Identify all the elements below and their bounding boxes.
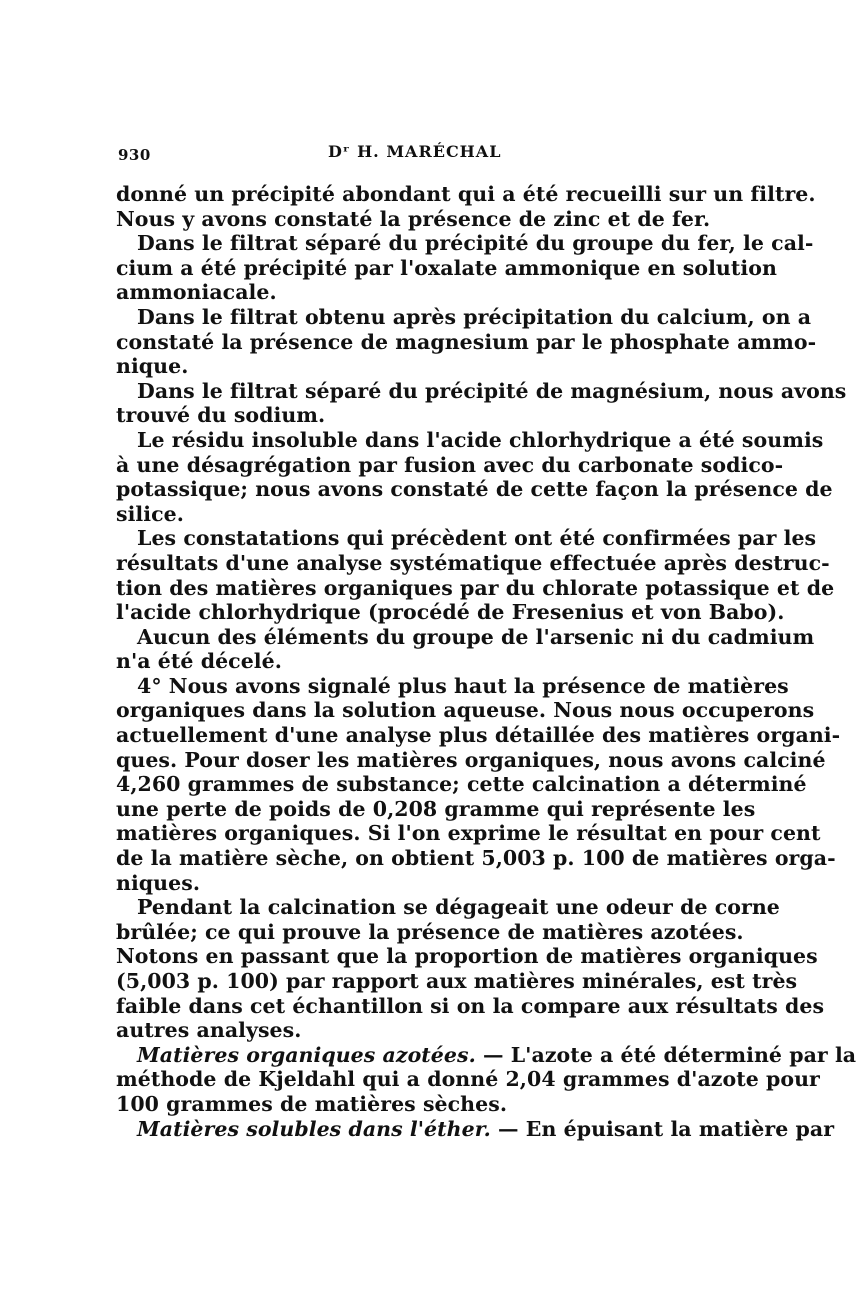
line-text: donné un précipité abondant qui a été recueilli sur un filtre. [116, 182, 816, 206]
text-line [116, 378, 847, 404]
line-text: ammoniacale. [116, 280, 277, 305]
line-text: constaté la présence de magnesium par le phosphate ammo- [116, 329, 817, 354]
line-text: — En épuisant la matière par [490, 1116, 835, 1141]
text-line [116, 1042, 856, 1068]
line-text: Dans le filtrat obtenu après précipitation du calcium, on a [137, 304, 812, 329]
text-line [116, 550, 830, 576]
line-text: silice. [116, 501, 184, 526]
line-text: trouvé du sodium. [116, 403, 326, 428]
line-text: nique. [116, 354, 189, 379]
text-line [116, 944, 818, 969]
line-text: 100 grammes de matières sèches. [116, 1091, 507, 1116]
text-line [116, 796, 756, 822]
body-text [116, 182, 856, 1141]
running-head: Dʳ H. MARÉCHAL [328, 142, 502, 161]
line-text: une perte de poids de 0,208 gramme qui représente les [116, 796, 756, 821]
text-line [116, 182, 816, 207]
text-line [116, 1067, 820, 1092]
text-line [116, 403, 694, 428]
line-text: Dans le filtrat séparé du précipité du groupe du fer, le cal- [137, 231, 814, 256]
line-text: ques. Pour doser les matières organiques, nous avons calciné [116, 747, 826, 772]
text-line [116, 206, 711, 232]
line-text: matières organiques. Si l'on exprime le résultat en pour cent [116, 821, 821, 846]
text-line [116, 919, 744, 945]
line-text: (5,003 p. 100) par rapport aux matières minérales, est très [116, 969, 798, 993]
line-text: potassique; nous avons constaté de cette façon la présence de [116, 477, 833, 502]
page-number: 930 [118, 146, 151, 164]
line-text: l'acide chlorhydrique (procédé de Fresenius et von Babo). [116, 600, 785, 625]
line-text: Aucun des éléments du groupe de l'arsenic ni du cadmium [137, 624, 815, 649]
line-text: de la matière sèche, on obtient 5,003 p. 100 de matières orga- [116, 846, 836, 871]
line-text: brûlée; ce qui prouve la présence de matières azotées. [116, 919, 744, 944]
line-text: Le résidu insoluble dans l'acide chlorhydrique a été soumis [137, 427, 824, 452]
line-text: à une désagrégation par fusion avec du carbonate sodico- [116, 452, 784, 477]
line-text: organiques dans la solution aqueuse. Nous nous occuperons [116, 698, 815, 723]
text-line [116, 624, 815, 650]
line-text: Les constatations qui précèdent ont été confirmées par les [137, 526, 817, 551]
line-text: résultats d'une analyse systématique effectuée après destruc- [116, 550, 830, 575]
line-text: — L'azote a été déterminé par la [475, 1042, 856, 1067]
text-line [116, 821, 821, 846]
line-text: méthode de Kjeldahl qui a donné 2,04 grammes d'azote pour [116, 1067, 820, 1092]
text-line [116, 871, 694, 896]
italic-heading: Matières solubles dans l'éther. [137, 1116, 491, 1141]
text-line [116, 1092, 694, 1117]
text-line [116, 526, 817, 551]
text-line [116, 846, 836, 871]
line-text: faible dans cet échantillon si on la compare aux résultats des [116, 993, 825, 1018]
text-line [116, 1018, 694, 1043]
text-line [116, 895, 780, 920]
text-line [116, 698, 815, 723]
text-line [116, 452, 784, 478]
line-text: n'a été décelé. [116, 649, 282, 674]
text-line [116, 969, 798, 994]
line-text: actuellement d'une analyse plus détaillée des matières organi- [116, 723, 841, 748]
text-line [116, 772, 807, 797]
text-line [116, 255, 777, 281]
italic-heading: Matières organiques azotées. [137, 1042, 476, 1067]
text-line [116, 280, 694, 305]
line-text: Pendant la calcination se dégageait une odeur de corne [137, 895, 780, 920]
line-text: 4,260 grammes de substance; cette calcination a déterminé [116, 772, 807, 797]
text-line [116, 747, 826, 773]
line-text: cium a été précipité par l'oxalate ammonique en solution [116, 255, 777, 280]
text-line [116, 354, 694, 379]
line-text: 4° Nous avons signalé plus haut la présence de matières [137, 673, 789, 698]
line-text: autres analyses. [116, 1018, 302, 1043]
line-text: Nous y avons constaté la présence de zinc et de fer. [116, 206, 711, 231]
text-line [116, 427, 824, 453]
text-line [116, 477, 833, 502]
text-line [116, 600, 785, 625]
text-line [116, 1116, 835, 1142]
line-text: Notons en passant que la proportion de matières organiques [116, 944, 818, 969]
line-text: niques. [116, 870, 201, 895]
text-line [116, 304, 812, 330]
text-line [116, 649, 694, 674]
text-line [116, 329, 817, 355]
line-text: tion des matières organiques par du chlorate potassique et de [116, 575, 835, 600]
text-line [116, 575, 835, 601]
text-line [116, 993, 825, 1019]
text-line [116, 723, 841, 748]
page-header [118, 138, 688, 172]
text-line [116, 673, 789, 699]
text-line [116, 502, 694, 527]
line-text: Dans le filtrat séparé du précipité de magnésium, nous avons [137, 378, 847, 403]
text-line [116, 231, 814, 256]
